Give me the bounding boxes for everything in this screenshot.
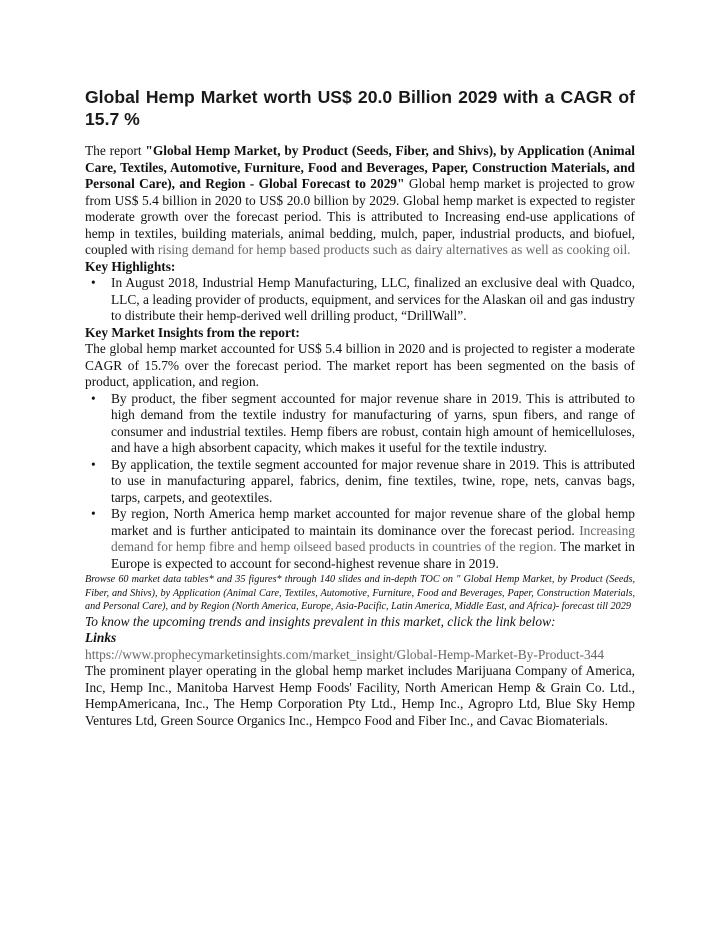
- item-text: By product, the fiber segment accounted for major revenue share in 2019. This is attributed to high demand from the textile industry for manufacturing of yarns, spun fibers, and range of consumer and industrial textiles. Hemp fibers are robust, contain high amount of hemicelluloses, and have a high absorbent capacity, which makes it useful for the textile industry.: [111, 390, 635, 455]
- insights-list: [85, 391, 635, 573]
- insights-heading: Key Market Insights from the report:: [85, 324, 300, 340]
- item-text: By application, the textile segment accounted for major revenue share in 2019. This is attributed to use in manufacturing apparel, fabrics, denim, fine textiles, twine, rope, nets, canvas bags, tarps, carpets, and geotextiles.: [111, 456, 635, 505]
- intro-paragraph: [85, 143, 635, 259]
- list-item: [111, 391, 635, 457]
- item-tail-text: The market in Europe is expected to account for second-highest revenue share in 2019.: [111, 539, 635, 571]
- players-paragraph: The prominent player operating in the global hemp market includes Marijuana Company of America, Inc, Hemp Inc., Manitoba Harvest Hemp Foods' Facility, North American Hemp & Grain Co. Ltd., HempAmericana, Inc., The Hemp Corporation Pty Ltd., Hemp Inc., Agropro Ltd, Blue Sky Hemp Ventures Ltd, Green Source Organics Inc., Hempco Food and Fiber Inc., and Cavac Biomaterials.: [85, 663, 635, 728]
- intro-grey-tail: rising demand for hemp based products such as dairy alternatives as well as cooking oil.: [157, 242, 631, 257]
- list-item: [111, 506, 635, 572]
- item-text: By region, North America hemp market accounted for major revenue share of the global hemp market and is further anticipated to maintain its dominance over the forecast period.: [111, 506, 635, 538]
- document-page: [85, 86, 635, 729]
- report-name: "Global Hemp Market, by Product (Seeds, Fiber, and Shivs), by Application (Animal Care, Textiles, Automotive, Furniture, Food and Beverages, Paper, Construction Materials, and Personal Care), and Region - Global Forecast to 2029": [85, 143, 635, 191]
- page-title: Global Hemp Market worth US$ 20.0 Billion 2029 with a CAGR of 15.7 %: [85, 87, 635, 129]
- intro-lead: The report: [85, 143, 146, 158]
- key-highlights-list: [85, 275, 635, 325]
- links-heading: Links: [85, 630, 117, 646]
- item-grey-text: Increasing demand for hemp fibre and hemp oilseed based products in countries of the region.: [111, 522, 635, 554]
- browse-text: Browse 60 market data tables* and 35 figures* through 140 slides and in-depth TOC on " Global Hemp Market, by Product (Seeds, Fiber, and Shivs), by Application (Animal Care, Textiles, Automotive, Furniture, Food and Beverages, Paper, Construction Materials, and Personal Care), and by Region (North America, Europe, Asia-Pacific, Latin America, Middle East, and Africa)- forecast till 2029: [85, 574, 635, 613]
- insights-paragraph: The global hemp market accounted for US$ 5.4 billion in 2020 and is projected to register a moderate CAGR of 15.7% over the forecast period. The market report has been segmented on the basis of product, application, and region.: [85, 341, 635, 389]
- key-highlights-heading: Key Highlights:: [85, 258, 176, 274]
- report-link[interactable]: https://www.prophecymarketinsights.com/market_insight/Global-Hemp-Market-By-Product-344: [85, 646, 605, 662]
- cta-text: To know the upcoming trends and insights prevalent in this market, click the link below:: [85, 613, 556, 629]
- intro-body: Global hemp market is projected to grow from US$ 5.4 billion in 2020 to US$ 20.0 billion by 2029. Global hemp market is expected to register moderate growth over the forecast period. This is attributed to Increasing end-use applications of hemp in textiles, building materials, animal bedding, mulch, paper, industrial products, and biofuel, coupled with: [85, 176, 635, 257]
- list-item: • In August 2018, Industrial Hemp Manufacturing, LLC, finalized an exclusive deal with Quadco, LLC, a leading provider of products, equipment, and services for the Alaskan oil and gas industry to distribute their hemp-derived well drilling product, “DrillWall”.: [111, 275, 635, 325]
- list-item: [111, 457, 635, 507]
